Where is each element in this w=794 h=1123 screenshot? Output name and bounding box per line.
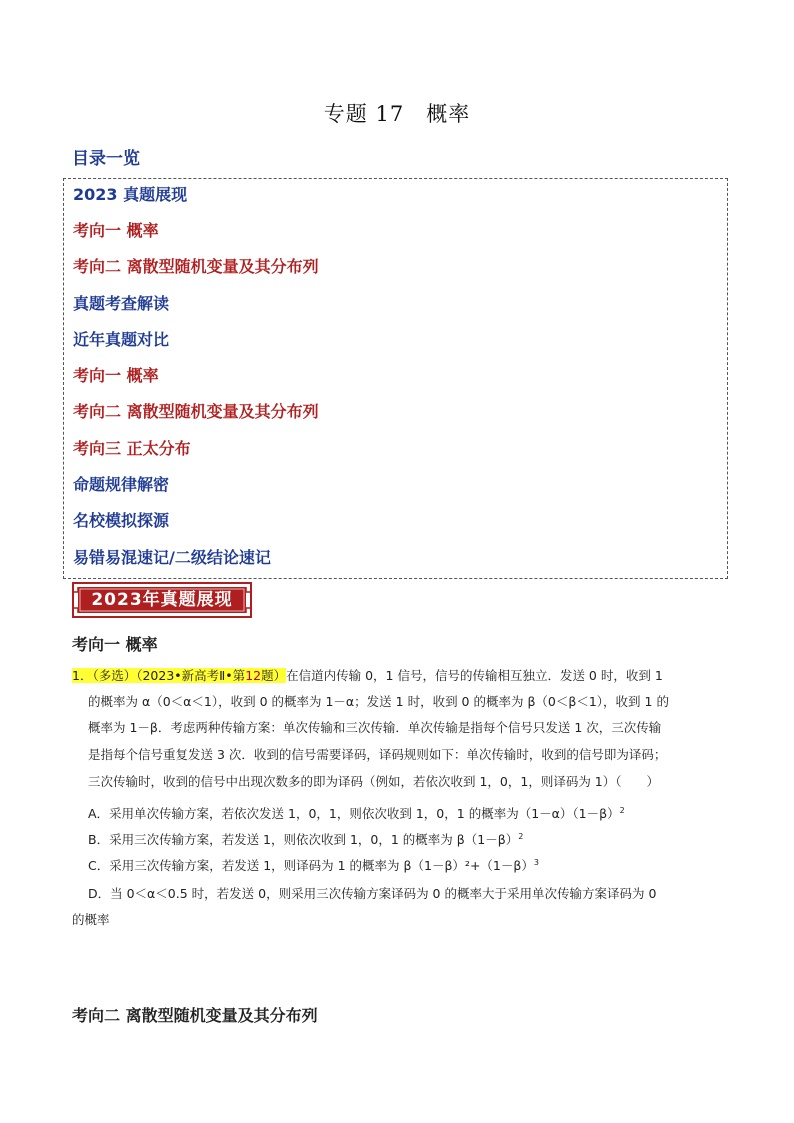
toc-item-patterns[interactable]: 命题规律解密 [73, 475, 170, 494]
option-c-text: C．采用三次传输方案，若发送 1，则译码为 1 的概率为 β（1－β）²+（1－β） [88, 858, 534, 874]
page-title: 专题 17 概率 [323, 102, 471, 126]
option-a-sup: 2 [619, 806, 625, 815]
section-badge [72, 582, 252, 618]
question-text-line-4: 是指每个信号重复发送 3 次．收到的信号需要译码，译码规则如下：单次传输时，收到的信号即为译码； [88, 747, 667, 762]
toc-item-probability-2[interactable]: 考向一 概率 [73, 366, 159, 385]
toc-heading: 目录一览 [72, 149, 140, 169]
option-d-text: D．当 0＜α＜0.5 时，若发送 0，则采用三次传输方案译码为 0 的概率大于采用单次传输方案译码为 0 [88, 886, 657, 901]
question-highlight [72, 668, 286, 683]
section-heading-discrete: 考向二 离散型随机变量及其分布列 [72, 1006, 318, 1025]
option-c-sup: 3 [533, 858, 539, 867]
toc-item-discrete[interactable]: 考向二 离散型随机变量及其分布列 [73, 257, 319, 276]
question-source-number: 12 [245, 668, 262, 683]
toc-item-errors[interactable]: 易错易混速记/二级结论速记 [73, 548, 271, 567]
option-d[interactable] [88, 886, 656, 902]
question-tag: （多选） [92, 668, 137, 683]
option-b[interactable] [88, 829, 523, 848]
option-a[interactable] [88, 803, 625, 822]
question-text-line-3: 概率为 1－β．考虑两种传输方案：单次传输和三次传输．单次传输是指每个信号只发送 1 次，三次传输 [88, 720, 662, 735]
toc-item-compare[interactable]: 近年真题对比 [73, 330, 170, 349]
option-b-text: B．采用三次传输方案，若发送 1，则依次收到 1，0，1 的概率为 β（1－β） [88, 832, 519, 848]
option-c[interactable] [88, 855, 539, 874]
toc-item-discrete-2[interactable]: 考向二 离散型随机变量及其分布列 [73, 402, 319, 421]
question-text-line-1: 在信道内传输 0，1 信号，信号的传输相互独立．发送 0 时，收到 1 [286, 668, 663, 683]
toc-item-mock[interactable]: 名校模拟探源 [73, 511, 170, 530]
toc-box [63, 178, 728, 579]
toc-item-2023[interactable]: 2023 真题展现 [73, 185, 188, 204]
question-text-line-5: 三次传输时，收到的信号中出现次数多的即为译码（例如，若依次收到 1，0，1，则译码为 1）（ ） [88, 774, 660, 789]
question-source-prefix: （2023•新高考Ⅱ•第 [136, 668, 246, 683]
question-source-suffix: 题） [261, 668, 287, 683]
option-d-tail: 的概率 [72, 912, 110, 927]
question-text-line-2: 的概率为 α（0＜α＜1），收到 0 的概率为 1－α；发送 1 时，收到 0 的概率为 β（0＜β＜1），收到 1 的 [88, 694, 669, 709]
question-number: 1． [72, 668, 93, 683]
option-b-sup: 2 [518, 832, 524, 841]
toc-item-normal[interactable]: 考向三 正太分布 [73, 439, 191, 458]
section-heading-probability: 考向一 概率 [72, 635, 158, 654]
badge-label: 2023年真题展现 [91, 590, 233, 610]
question-first-line [72, 668, 663, 684]
option-a-text: A．采用单次传输方案，若依次发送 1，0，1，则依次收到 1，0，1 的概率为（1－α）（1－β） [88, 806, 620, 822]
toc-item-probability[interactable]: 考向一 概率 [73, 221, 159, 240]
toc-item-analysis[interactable]: 真题考查解读 [73, 294, 170, 313]
